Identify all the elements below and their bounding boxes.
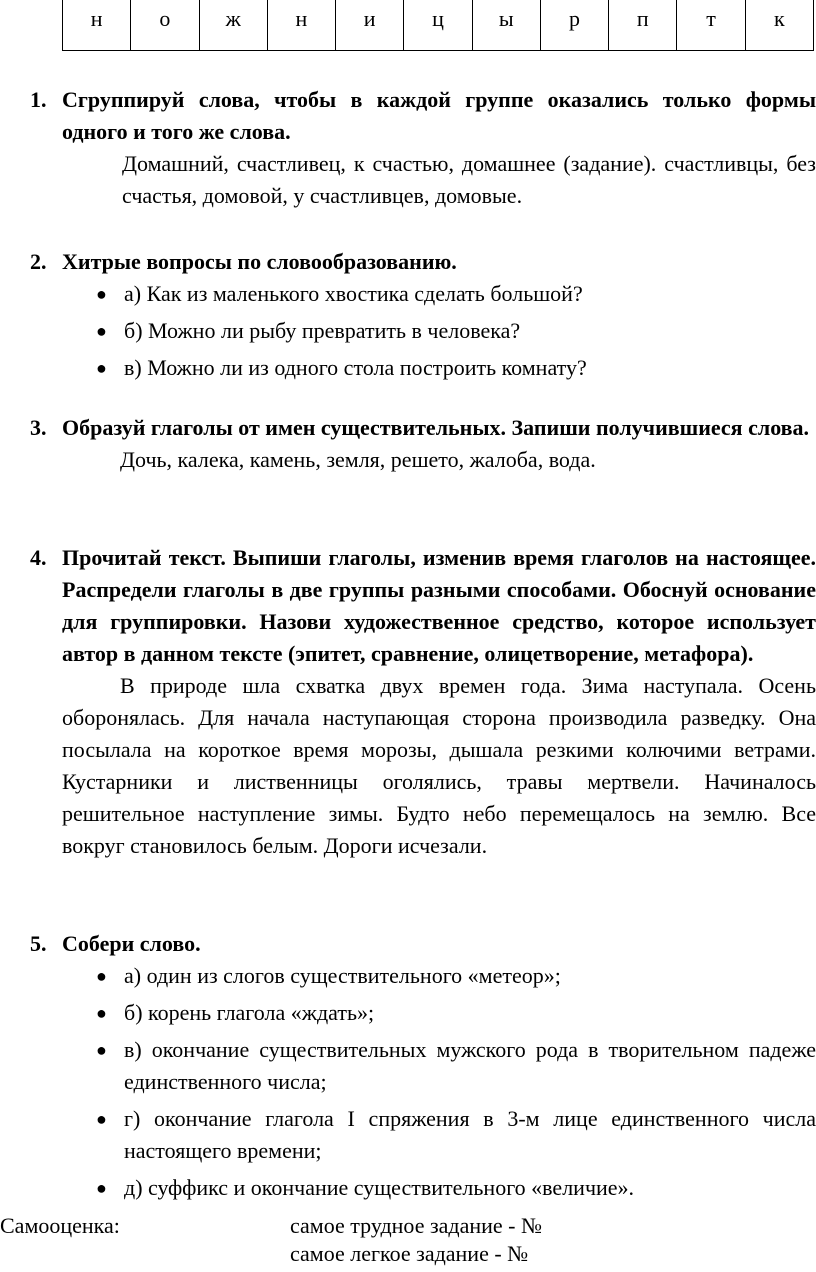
bullet-icon: ● <box>96 1178 107 1198</box>
letter-cell: р <box>540 0 608 50</box>
list-item: ● а) один из слогов существительного «метеор»; <box>124 960 816 992</box>
task-5 <box>30 928 816 1209</box>
letter-cell: ы <box>472 0 540 50</box>
easiest-task-line: самое легкое задание - № <box>290 1241 529 1266</box>
task-text: Домашний, счастливец, к счастью, домашнее (задание). счастливцы, без счастья, домовой, у счастливцев, домовые. <box>122 151 816 208</box>
letter-row <box>63 0 814 50</box>
task-text: В природе шла схватка двух времен года. Зима наступала. Осень оборонялась. Для начала наступающая сторона производила разведку. Она посылала на короткое время морозы, дышала резкими колючими ветрами. Кустарники и лиственницы оголялись, травы мертвели. Начиналось решительное наступление зимы. Будто небо перемещалось на землю. Все вокруг становилось белым. Дороги исчезали. <box>62 673 816 858</box>
list-item: ● б) Можно ли рыбу превратить в человека? <box>124 315 816 347</box>
task-number: 2. <box>30 249 47 274</box>
letter-table <box>62 0 814 51</box>
letter-cell: о <box>131 0 199 50</box>
task-number: 3. <box>30 415 47 440</box>
task-1 <box>30 84 816 212</box>
task-text: Дочь, калека, камень, земля, решето, жалоба, вода. <box>120 447 596 472</box>
letter-cell: ж <box>199 0 267 50</box>
bullet-icon: ● <box>96 358 107 378</box>
letter-cell: к <box>745 0 813 50</box>
task-heading: Образуй глаголы от имен существительных. Запиши получившиеся слова. <box>62 415 810 440</box>
bullet-icon: ● <box>96 1040 107 1060</box>
self-eval-label: Самооценка: <box>0 1213 120 1238</box>
letter-cell: н <box>63 0 131 50</box>
bullet-icon: ● <box>96 966 107 986</box>
list-item: ● в) Можно ли из одного стола построить комнату? <box>124 352 816 384</box>
letter-cell: т <box>677 0 745 50</box>
letter-cell: п <box>609 0 677 50</box>
task-number: 5. <box>30 931 47 956</box>
bullet-icon: ● <box>96 1003 107 1023</box>
task-4 <box>30 542 816 862</box>
task-number: 4. <box>30 545 47 570</box>
task-heading: Сгруппируй слова, чтобы в каждой группе оказались только формы одного и того же слова. <box>62 87 816 144</box>
letter-cell: ц <box>404 0 472 50</box>
list-item: ● б) корень глагола «ждать»; <box>124 997 816 1029</box>
hardest-task-line: самое трудное задание - № <box>290 1213 543 1238</box>
list-item: ● а) Как из маленького хвостика сделать большой? <box>124 278 816 310</box>
task-heading: Собери слово. <box>62 931 201 956</box>
task-3 <box>30 412 816 476</box>
bullet-icon: ● <box>96 321 107 341</box>
list-item: ● в) окончание существительных мужского рода в творительном падеже единственного числа; <box>124 1034 816 1098</box>
instruction-list <box>30 960 816 1204</box>
task-2 <box>30 246 816 389</box>
list-item: ● д) суффикс и окончание существительного «величие». <box>124 1172 816 1204</box>
question-list <box>30 278 816 384</box>
task-number: 1. <box>30 87 47 112</box>
task-heading: Прочитай текст. Выпиши глаголы, изменив время глаголов на настоящее. Распредели глаголы в две группы разными способами. Обоснуй основание для группировки. Назови художественное средство, которое использует автор в данном тексте (эпитет, сравнение, олицетворение, метафора). <box>62 545 816 666</box>
list-item: ● г) окончание глагола I спряжения в 3-м лице единственного числа настоящего времени; <box>124 1103 816 1167</box>
bullet-icon: ● <box>96 284 107 304</box>
bullet-icon: ● <box>96 1109 107 1129</box>
task-heading: Хитрые вопросы по словообразованию. <box>62 249 457 274</box>
letter-cell: и <box>336 0 404 50</box>
letter-cell: н <box>267 0 335 50</box>
